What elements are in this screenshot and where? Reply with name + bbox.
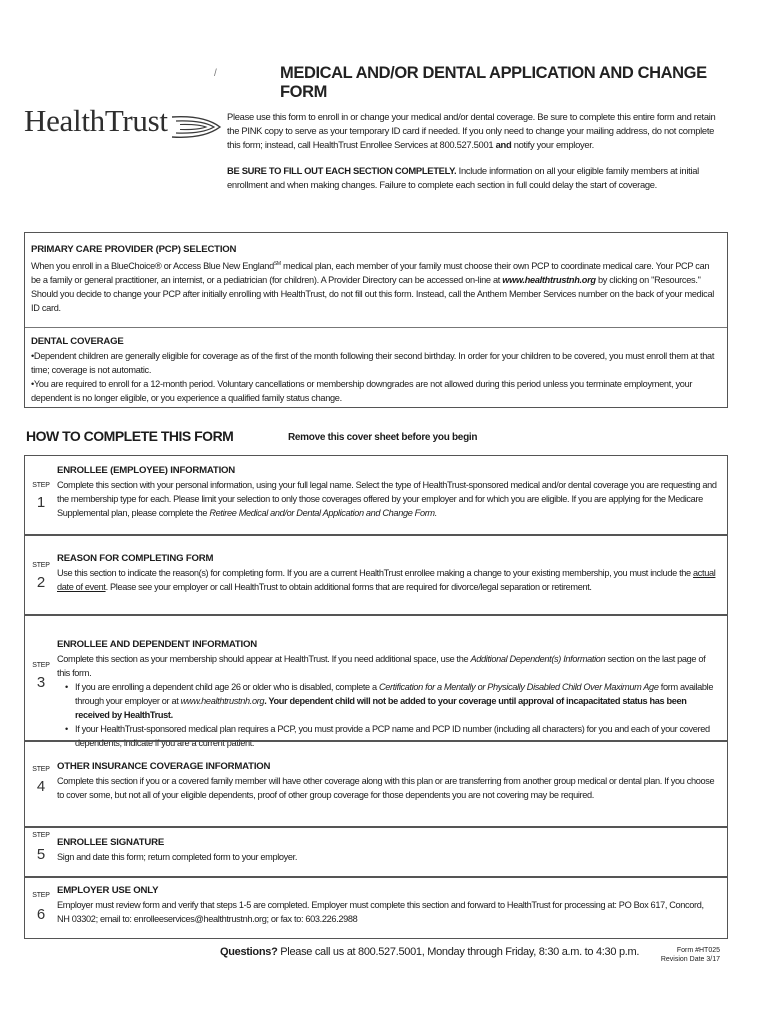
step-body [57, 464, 717, 520]
step-label: STEP [32, 892, 50, 899]
step-title: ENROLLEE AND DEPENDENT INFORMATION [57, 639, 257, 650]
step-number: 2 [36, 574, 46, 591]
step-3-bullet-1: • If you are enrolling a dependent child age 26 or older who is disabled, complete a Certification for a Mentally or Physically Disabled Child Over Maximum Age form available through your employer or at www.healthtrustnh.org. Your dependent child will not be added to your coverage until approval of incapacitated status has been received by HealthTrust. [65, 680, 717, 722]
step-text: Sign and date this form; return completed form to your employer. [57, 852, 298, 862]
step-label: STEP [32, 562, 50, 569]
step-text: Employer must review form and verify that steps 1-5 are completed. Employer must complete this section and forward to HealthTrust for processing at: PO Box 617, Concord, NH 03302; email to: enrolleeservices@healthtrustnh.org; or fax to: 603.226.2988 [57, 900, 704, 924]
pcp-heading: PRIMARY CARE PROVIDER (PCP) SELECTION [31, 244, 237, 255]
step-title: EMPLOYER USE ONLY [57, 885, 159, 896]
step-body [57, 760, 717, 802]
intro-paragraph-1: Please use this form to enroll in or change your medical and/or dental coverage. Be sure to complete this entire form and retain the PINK copy to serve as your temporary ID card if needed. If you only need to change your mailing address, do not complete this form; instead, call HealthTrust Enrollee Services at 800.527.5001 and notify your employer. [227, 111, 716, 150]
form-id: Form #HT025 [676, 947, 720, 954]
step-3 [24, 615, 728, 748]
step-body [57, 836, 717, 864]
healthtrust-logo [24, 103, 224, 153]
info-box [24, 232, 728, 408]
step-2 [24, 535, 728, 615]
dental-heading: DENTAL COVERAGE [31, 336, 124, 347]
step-title: OTHER INSURANCE COVERAGE INFORMATION [57, 761, 271, 772]
step-text: Complete this section if you or a covered family member will have other coverage along with this plan or are transferring from another group medical or dental plan. If you choose to cover some, but not all of your eligible dependents, proof of other group coverage for those dependents you are not covering may be required. [57, 776, 715, 800]
step-5 [24, 827, 728, 877]
step-body [57, 884, 717, 926]
step-label: STEP [32, 662, 50, 669]
pcp-text: When you enroll in a BlueChoice® or Access Blue New England℠ medical plan, each member of your family must choose their own PCP to coordinate medical care. Your PCP can be a family or general practitioner, an internist, or a pediatrician (for children). A Provider Directory can be accessed on-line at www.healthtrustnh.org by clicking on "Resources." Should you decide to change your PCP after initially enrolling with HealthTrust, do not fill out this form. Instead, call the Anthem Member Services number on the back of your medical ID card. [31, 261, 715, 314]
step-body [57, 638, 717, 750]
step-1 [24, 455, 728, 535]
step-text: Complete this section as your membership should appear at HealthTrust. If you need additional space, use the Additional Dependent(s) Information section on the last page of this form. [57, 654, 706, 678]
intro-paragraph-2: BE SURE TO FILL OUT EACH SECTION COMPLETELY. Include information on all your eligible family members at initial enrollment and when making changes. Failure to complete each section in full could delay the start of coverage. [227, 165, 699, 190]
step-number: 4 [36, 778, 46, 795]
form-id-block [648, 946, 720, 964]
step-label: STEP [32, 766, 50, 773]
remove-cover-note: Remove this cover sheet before you begin [288, 432, 478, 443]
dental-bullet-1: •Dependent children are generally eligible for coverage as of the first of the month following their second birthday. In order for your children to be covered, you must enroll them at that time; coverage is not automatic. [31, 351, 715, 375]
step-label: STEP [32, 482, 50, 489]
step-label: STEP [32, 832, 50, 839]
dental-section [31, 335, 721, 405]
step-title: ENROLLEE (EMPLOYEE) INFORMATION [57, 465, 236, 476]
dental-bullets [31, 349, 721, 405]
step-number: 3 [36, 674, 46, 691]
step-6 [24, 877, 728, 939]
step-4 [24, 741, 728, 827]
step-text: Complete this section with your personal information, using your full legal name. Select the type of HealthTrust-sponsored medical and/or dental coverage you are requesting and the membership type for each. Please limit your selection to only those coverages offered by your employer and for which you are eligible. If you are applying for the Medicare Supplemental plan, please complete the Retiree Medical and/or Dental Application and Change Form. [57, 480, 717, 518]
logo-wordmark: HealthTrust [24, 103, 168, 138]
logo-swoosh-icon [164, 109, 228, 145]
intro-text [227, 110, 727, 204]
pcp-section [31, 243, 721, 315]
step-number: 1 [36, 494, 46, 511]
step-number: 5 [36, 846, 46, 863]
revision-date: Revision Date 3/17 [660, 956, 720, 963]
step-text: Use this section to indicate the reason(s) for completing form. If you are a current HealthTrust enrollee making a change to your existing membership, you must include the actual date of event. Please see your employer or call HealthTrust to obtain additional forms that are required for divorce/legal separation or retirement. [57, 568, 716, 592]
form-title: MEDICAL AND/OR DENTAL APPLICATION AND CHANGE FORM [280, 64, 707, 101]
dental-bullet-2: •You are required to enroll for a 12-month period. Voluntary cancellations or membership downgrades are not allowed during this period unless you terminate employment, your dependent is no longer eligible, or you experience a qualified family status change. [31, 379, 693, 403]
step-3-bullets [57, 680, 717, 750]
step-title: ENROLLEE SIGNATURE [57, 837, 165, 848]
questions-line: Questions? Please call us at 800.527.5001, Monday through Friday, 8:30 a.m. to 4:30 p.m. [220, 946, 640, 958]
step-number: 6 [36, 906, 46, 923]
step-3-bullet-2: • If your HealthTrust-sponsored medical plan requires a PCP, you must provide a PCP name and PCP ID number (including all characters) for you and each of your covered dependents; indicate if you are a current patient. [65, 722, 717, 750]
how-to-heading: HOW TO COMPLETE THIS FORM [26, 428, 234, 444]
step-title: REASON FOR COMPLETING FORM [57, 553, 214, 564]
info-divider [25, 327, 727, 328]
stray-mark: / [214, 68, 217, 79]
step-body [57, 552, 717, 594]
